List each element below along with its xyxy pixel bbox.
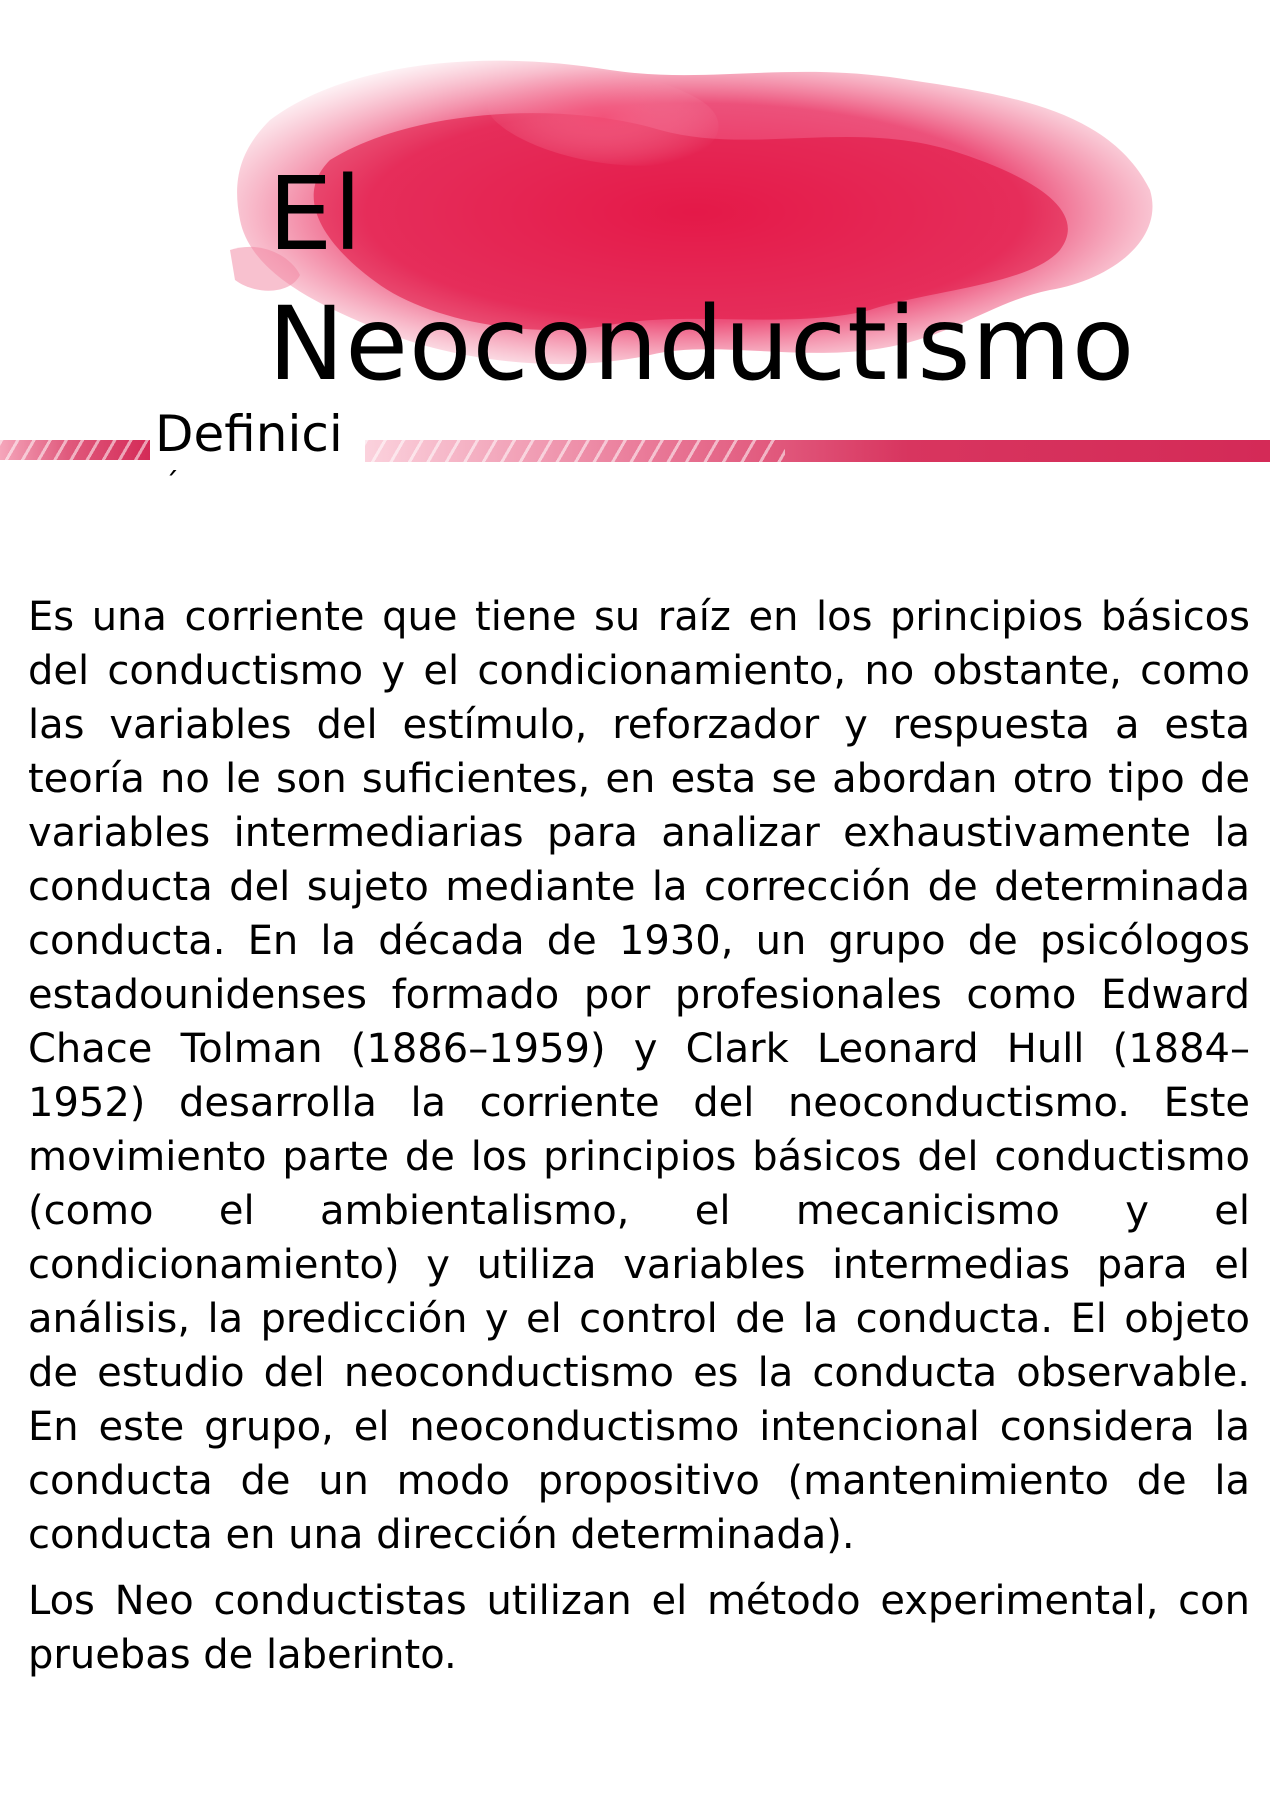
section-label-accent: ´ <box>164 467 179 502</box>
page-title: El Neoconductismo <box>268 155 1136 404</box>
accent-band-right-stripes <box>365 440 785 462</box>
paragraph-method: Los Neo conductistas utilizan el método experimental, con pruebas de laberinto. <box>28 1578 1250 1678</box>
accent-band-left-stripes <box>0 440 150 460</box>
section-label: Definici <box>155 405 343 463</box>
body-text <box>28 590 1250 1694</box>
paragraph-definition: Es una corriente que tiene su raíz en los principios básicos del conductismo y el condicionamiento, no obstante, como las variables del estímulo, reforzador y respuesta a esta teoría no le son suficientes, en esta se abordan otro tipo de variables intermediarias para analizar exhaustivamente la conducta del sujeto mediante la corrección de determinada conducta. En la década de 1930, un grupo de psicólogos estadounidenses formado por profesionales como Edward Chace Tolman (1886–1959) y Clark Leonard Hull (1884–1952) desarrolla la corriente del neoconductismo. Este movimiento parte de los principios básicos del conductismo (como el ambientalismo, el mecanicismo y el condicionamiento) y utiliza variables intermedias para el análisis, la predicción y el control de la conducta. El objeto de estudio del neoconductismo es la conducta observable. En este grupo, el neoconductismo intencional considera la conducta de un modo propositivo (mantenimiento de la conducta en una dirección determinada). <box>28 594 1250 1558</box>
